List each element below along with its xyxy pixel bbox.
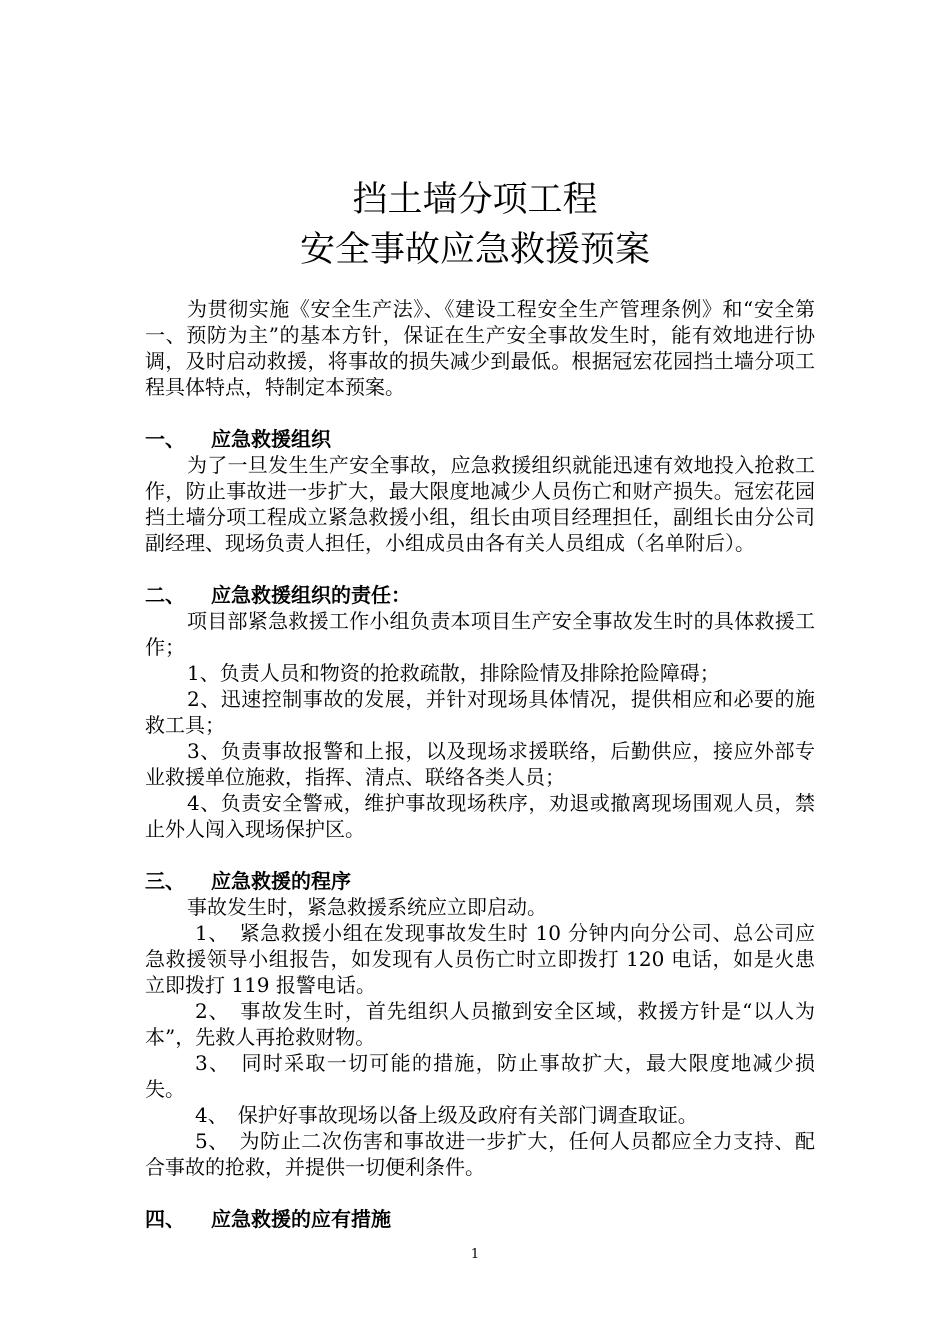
section-number: 三、: [145, 869, 185, 893]
document-body: [145, 296, 815, 1232]
section-2-paragraph-1: 项目部紧急救援工作小组负责本项目生产安全事故发生时的具体救援工作；: [145, 609, 815, 659]
page-number: 1: [470, 1247, 480, 1262]
section-3-paragraph-6: 5、 为防止二次伤害和事故进一步扩大，任何人员都应全力支持、配合事故的抢救，并提供一切便利条件。: [145, 1129, 815, 1179]
section-3-paragraph-4: 3、 同时采取一切可能的措施，防止事故扩大，最大限度地减少损失。: [145, 1051, 815, 1101]
section-1-paragraph-1: 为了一旦发生生产安全事故，应急救援组织就能迅速有效地投入抢救工作，防止事故进一步扩大，最大限度地减少人员伤亡和财产损失。冠宏花园挡土墙分项工程成立紧急救援小组，组长由项目经理担任，副组长由分公司副经理、现场负责人担任，小组成员由各有关人员组成（名单附后）。: [145, 453, 815, 555]
section-number: 四、: [145, 1207, 185, 1231]
section-3-paragraph-2: 1、 紧急救援小组在发现事故发生时 10 分钟内向分公司、总公司应急救援领导小组报告，如发现有人员伤亡时立即拨打 120 电话，如是火患立即拨打 119 报警电话。: [145, 921, 815, 997]
document-title-line-2: 安全事故应急救援预案: [299, 230, 650, 270]
section-2-paragraph-5: 4、负责安全警戒，维护事故现场秩序，劝退或撤离现场围观人员，禁止外人闯入现场保护区。: [145, 791, 815, 841]
section-heading-1: [145, 426, 815, 452]
section-title: 应急救援组织: [211, 427, 331, 451]
section-2-paragraph-4: 3、负责事故报警和上报，以及现场求援联络，后勤供应，接应外部专业救援单位施救，指挥、清点、联络各类人员；: [145, 739, 815, 789]
section-3-paragraph-3: 2、 事故发生时，首先组织人员撤到安全区域，救援方针是“以人为本”，先救人再抢救财物。: [145, 999, 815, 1049]
section-2-paragraph-3: 2、迅速控制事故的发展，并针对现场具体情况，提供相应和必要的施救工具；: [145, 687, 815, 737]
section-heading-3: [145, 868, 815, 894]
section-heading-4: [145, 1206, 815, 1232]
section-title: 应急救援的程序: [211, 869, 351, 893]
intro-paragraph: 为贯彻实施《安全生产法》、《建设工程安全生产管理条例》和“安全第一、预防为主”的基本方针，保证在生产安全事故发生时，能有效地进行协调，及时启动救援，将事故的损失减少到最低。根据冠宏花园挡土墙分项工程具体特点，特制定本预案。: [145, 297, 815, 399]
section-title: 应急救援的应有措施: [211, 1207, 391, 1231]
document-title-line-1: 挡土墙分项工程: [352, 180, 598, 220]
section-number: 一、: [145, 427, 185, 451]
section-title: 应急救援组织的责任：: [211, 583, 411, 607]
section-number: 二、: [145, 583, 185, 607]
section-heading-2: [145, 582, 815, 608]
section-2-paragraph-2: 1、负责人员和物资的抢救疏散，排除险情及排除抢险障碍；: [187, 661, 720, 685]
section-3-paragraph-1: 事故发生时，紧急救援系统应立即启动。: [187, 895, 547, 919]
section-3-paragraph-5: 4、 保护好事故现场以备上级及政府有关部门调查取证。: [195, 1103, 698, 1127]
